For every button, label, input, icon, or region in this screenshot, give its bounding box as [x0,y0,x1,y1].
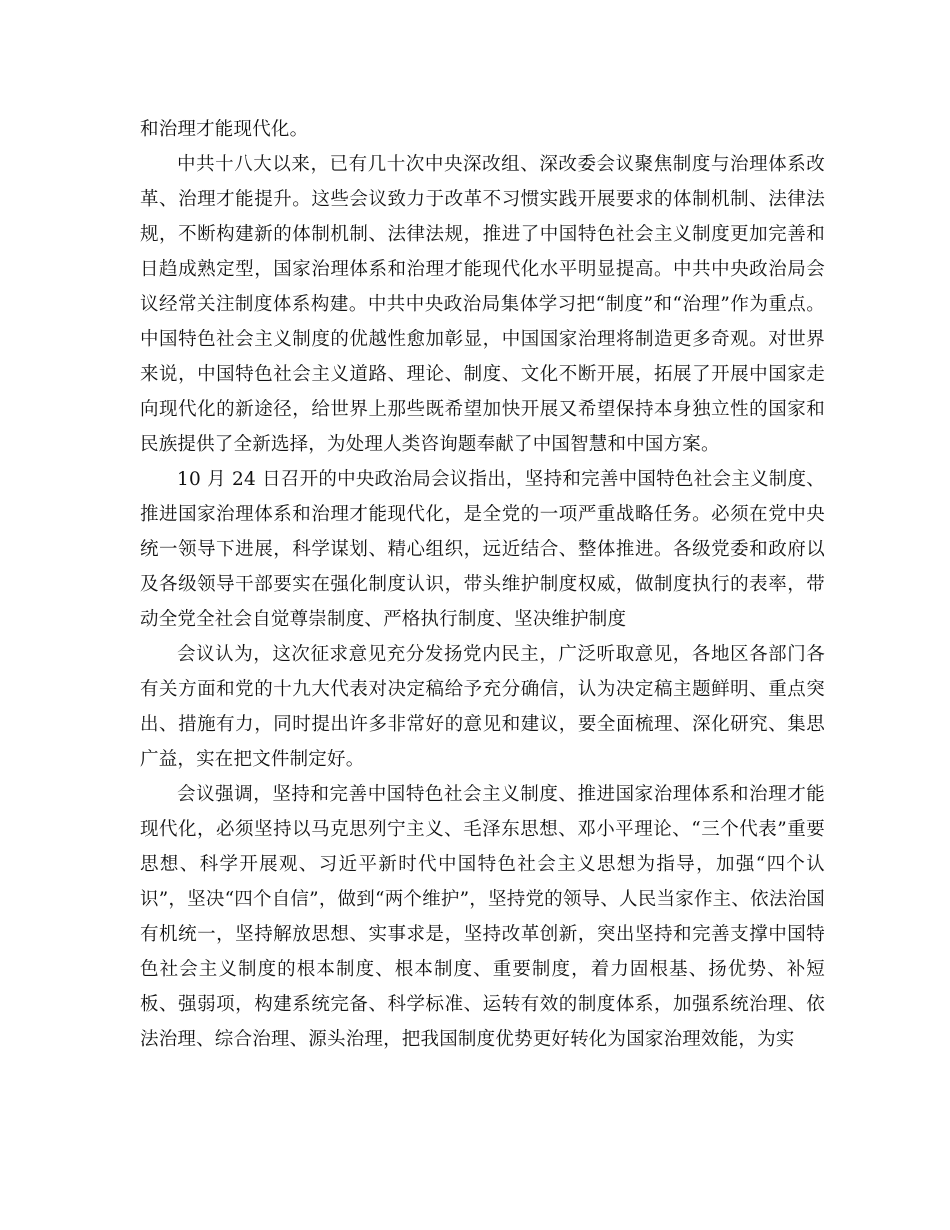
paragraph-5: 会议强调，坚持和完善中国特色社会主义制度、推进国家治理体系和治理才能现代化，必须坚持以马克思列宁主义、毛泽东思想、邓小平理论、“三个代表”重要思想、科学开展观、习近平新时代中国特色社会主义思想为指导，加强“四个认识”，坚决“四个自信”，做到“两个维护”，坚持党的领导、人民当家作主、依法治国有机统一，坚持解放思想、实事求是，坚持改革创新，突出坚持和完善支撑中国特色社会主义制度的根本制度、根本制度、重要制度，着力固根基、扬优势、补短板、强弱项，构建系统完备、科学标准、运转有效的制度体系，加强系统治理、依法治理、综合治理、源头治理，把我国制度优势更好转化为国家治理效能，为实 [140,784,825,1050]
paragraph-4: 会议认为，这次征求意见充分发扬党内民主，广泛听取意见，各地区各部门各有关方面和党的十九大代表对决定稿给予充分确信，认为决定稿主题鲜明、重点突出、措施有力，同时提出许多非常好的意见和建议，要全面梳理、深化研究、集思广益，实在把文件制定好。 [140,644,825,770]
paragraph-2: 中共十八大以来，已有几十次中央深改组、深改委会议聚焦制度与治理体系改革、治理才能提升。这些会议致力于改革不习惯实践开展要求的体制机制、法律法规，不断构建新的体制机制、法律法规，推进了中国特色社会主义制度更加完善和日趋成熟定型，国家治理体系和治理才能现代化水平明显提高。中共中央政治局会议经常关注制度体系构建。中共中央政治局集体学习把“制度”和“治理”作为重点。中国特色社会主义制度的优越性愈加彰显，中国国家治理将制造更多奇观。对世界来说，中国特色社会主义道路、理论、制度、文化不断开展，拓展了开展中国家走向现代化的新途径，给世界上那些既希望加快开展又希望保持本身独立性的国家和民族提供了全新选择，为处理人类咨询题奉献了中国智慧和中国方案。 [140,154,825,455]
paragraph-3: 10 月 24 日召开的中央政治局会议指出，坚持和完善中国特色社会主义制度、推进国家治理体系和治理才能现代化，是全党的一项严重战略任务。必须在党中央统一领导下进展，科学谋划、精心组织，远近结合、整体推进。各级党委和政府以及各级领导干部要实在强化制度认识，带头维护制度权威，做制度执行的表率，带动全党全社会自觉尊崇制度、严格执行制度、坚决维护制度 [140,469,825,630]
document-body [140,112,825,1057]
paragraph-1: 和治理才能现代化。 [140,119,309,140]
